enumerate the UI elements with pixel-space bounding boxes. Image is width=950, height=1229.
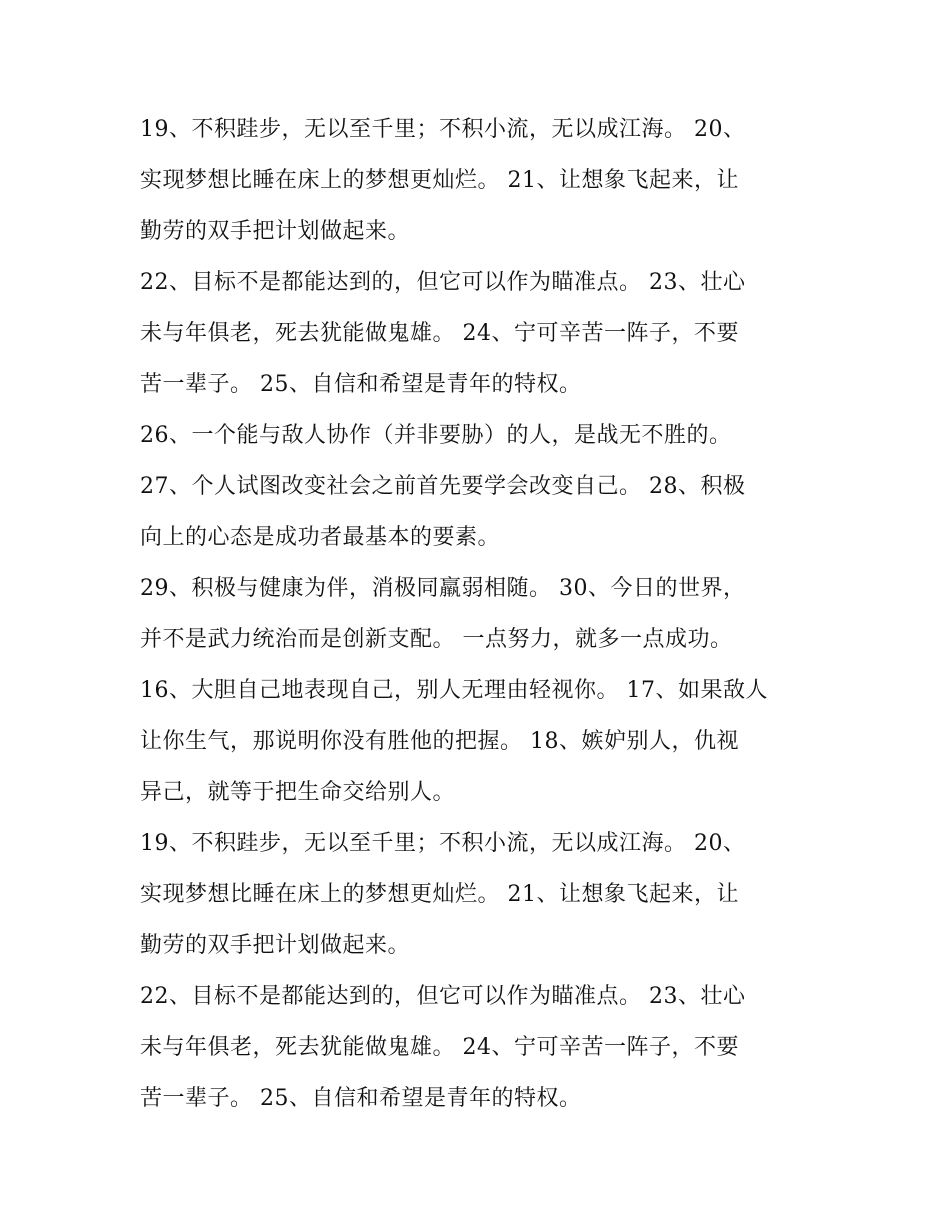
text-line: 未与年俱老，死去犹能做鬼雄。 24、宁可辛苦一阵子，不要 — [140, 321, 739, 346]
text-line: 让你生气，那说明你没有胜他的把握。 18、嫉妒别人，仇视 — [140, 729, 739, 754]
text-line: 26、一个能与敌人协作（并非要胁）的人，是战无不胜的。 — [140, 423, 732, 448]
text-line: 向上的心态是成功者最基本的要素。 — [140, 525, 501, 550]
text-line: 22、目标不是都能达到的，但它可以作为瞄准点。 23、壮心 — [140, 984, 746, 1009]
text-line: 19、不积跬步，无以至千里；不积小流，无以成江海。 20、 — [140, 831, 746, 856]
text-line: 16、大胆自己地表现自己，别人无理由轻视你。 17、如果敌人 — [140, 678, 768, 703]
text-line: 27、个人试图改变社会之前首先要学会改变自己。 28、积极 — [140, 474, 746, 499]
text-line: 苦一辈子。 25、自信和希望是青年的特权。 — [140, 372, 582, 397]
text-line: 未与年俱老，死去犹能做鬼雄。 24、宁可辛苦一阵子，不要 — [140, 1035, 739, 1060]
text-line: 实现梦想比睡在床上的梦想更灿烂。 21、让想象飞起来，让 — [140, 168, 739, 193]
text-line: 19、不积跬步，无以至千里；不积小流，无以成江海。 20、 — [140, 117, 746, 142]
text-line: 苦一辈子。 25、自信和希望是青年的特权。 — [140, 1086, 582, 1111]
text-line: 勤劳的双手把计划做起来。 — [140, 933, 411, 958]
text-line: 实现梦想比睡在床上的梦想更灿烂。 21、让想象飞起来，让 — [140, 882, 739, 907]
document-body — [140, 104, 820, 1124]
text-line: 并不是武力统治而是创新支配。 一点努力，就多一点成功。 — [140, 627, 733, 652]
text-line: 异己，就等于把生命交给别人。 — [140, 780, 456, 805]
text-line: 勤劳的双手把计划做起来。 — [140, 219, 411, 244]
text-line: 22、目标不是都能达到的，但它可以作为瞄准点。 23、壮心 — [140, 270, 746, 295]
text-line: 29、积极与健康为伴，消极同羸弱相随。 30、今日的世界， — [140, 576, 746, 601]
